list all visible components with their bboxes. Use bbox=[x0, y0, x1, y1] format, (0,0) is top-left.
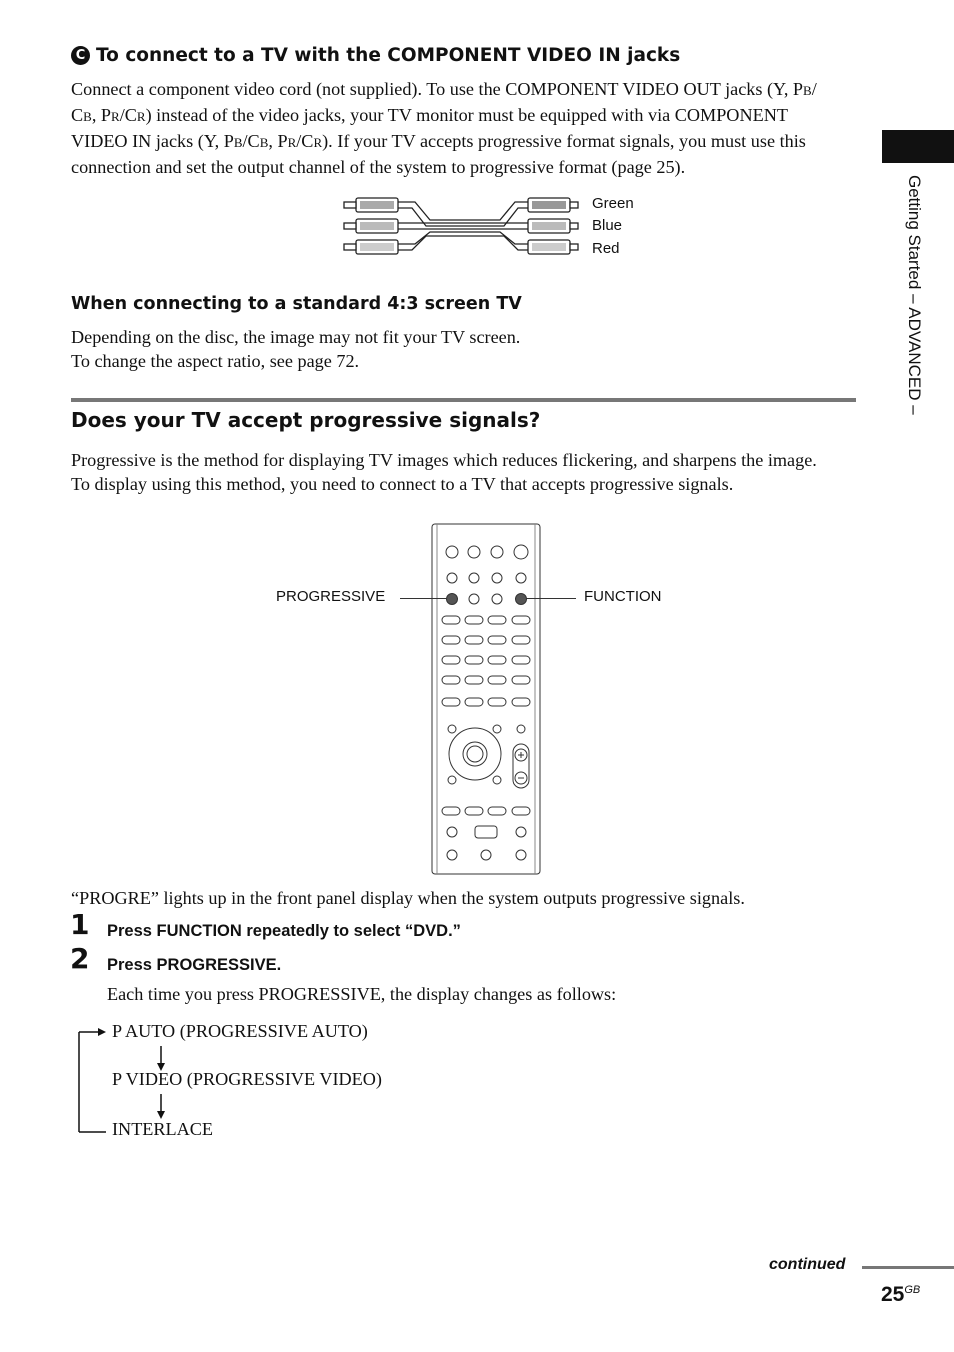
continued-rule bbox=[862, 1266, 954, 1269]
cable-label-red: Red bbox=[592, 240, 620, 257]
progre-note: “PROGRE” lights up in the front panel display when the system outputs progressive signals. bbox=[71, 888, 745, 908]
side-tab-marker bbox=[882, 130, 954, 163]
paragraph-line: To change the aspect ratio, see page 72. bbox=[71, 351, 360, 371]
remote-label-progressive: PROGRESSIVE bbox=[276, 588, 386, 605]
paragraph-line: Depending on the disc, the image may not fit your TV screen. bbox=[71, 327, 521, 347]
section-c-badge: C bbox=[71, 46, 90, 65]
function-button bbox=[516, 594, 527, 605]
section-divider bbox=[71, 398, 856, 402]
paragraph-line: To display using this method, you need to connect to a TV that accepts progressive signals. bbox=[71, 474, 734, 494]
flow-item-p-video: P VIDEO (PROGRESSIVE VIDEO) bbox=[112, 1069, 382, 1089]
paragraph-line: VIDEO IN jacks (Y, PB/CB, PR/CR). If your TV accepts progressive format signals, you must use this bbox=[71, 131, 806, 151]
standard-tv-heading: When connecting to a standard 4:3 screen TV bbox=[71, 294, 522, 314]
progressive-button bbox=[447, 594, 458, 605]
section-c-title: To connect to a TV with the COMPONENT VIDEO IN jacks bbox=[96, 45, 681, 66]
page-suffix: GB bbox=[904, 1284, 921, 1296]
right-plug-red bbox=[528, 240, 578, 254]
function-callout-line bbox=[526, 598, 576, 599]
paragraph-line: connection and set the output channel of the system to progressive format (page 25). bbox=[71, 157, 686, 177]
left-plug-blue bbox=[344, 219, 398, 233]
paragraph-line: Progressive is the method for displaying TV images which reduces flickering, and sharpens the image. bbox=[71, 450, 817, 470]
step-2-number: 2 bbox=[70, 942, 90, 975]
step-1-label: Press FUNCTION repeatedly to select “DVD.” bbox=[107, 922, 461, 940]
paragraph-line: Connect a component video cord (not supplied). To use the COMPONENT VIDEO OUT jacks (Y, PB/ bbox=[71, 79, 817, 99]
step-2-detail: Each time you press PROGRESSIVE, the display changes as follows: bbox=[107, 984, 617, 1004]
continued-label: continued bbox=[769, 1256, 846, 1273]
page-number bbox=[881, 1283, 920, 1307]
section-c-paragraph bbox=[71, 77, 871, 179]
remote-label-function: FUNCTION bbox=[584, 588, 662, 605]
page-number-value: 25 bbox=[881, 1283, 905, 1306]
progressive-heading: Does your TV accept progressive signals? bbox=[71, 408, 541, 432]
step-1-number: 1 bbox=[70, 908, 90, 941]
left-plug-red bbox=[344, 240, 398, 254]
standard-tv-paragraph bbox=[71, 325, 520, 373]
right-plug-blue bbox=[528, 219, 578, 233]
progressive-callout-line bbox=[400, 598, 446, 599]
component-cable-illustration bbox=[340, 192, 580, 262]
flow-item-p-auto: P AUTO (PROGRESSIVE AUTO) bbox=[112, 1021, 368, 1041]
cable-label-blue: Blue bbox=[592, 217, 623, 234]
right-plug-green bbox=[528, 198, 578, 212]
side-tab-text: Getting Started – ADVANCED – bbox=[905, 175, 924, 415]
section-c-heading bbox=[71, 45, 680, 66]
paragraph-line: CB, PR/CR) instead of the video jacks, your TV monitor must be equipped with via COMPONENT bbox=[71, 105, 788, 125]
step-2-label: Press PROGRESSIVE. bbox=[107, 956, 282, 974]
remote-control-illustration bbox=[425, 522, 547, 876]
cable-label-green: Green bbox=[592, 195, 634, 212]
left-plug-green bbox=[344, 198, 398, 212]
flow-item-interlace: INTERLACE bbox=[112, 1119, 214, 1139]
progressive-paragraph bbox=[71, 448, 817, 496]
